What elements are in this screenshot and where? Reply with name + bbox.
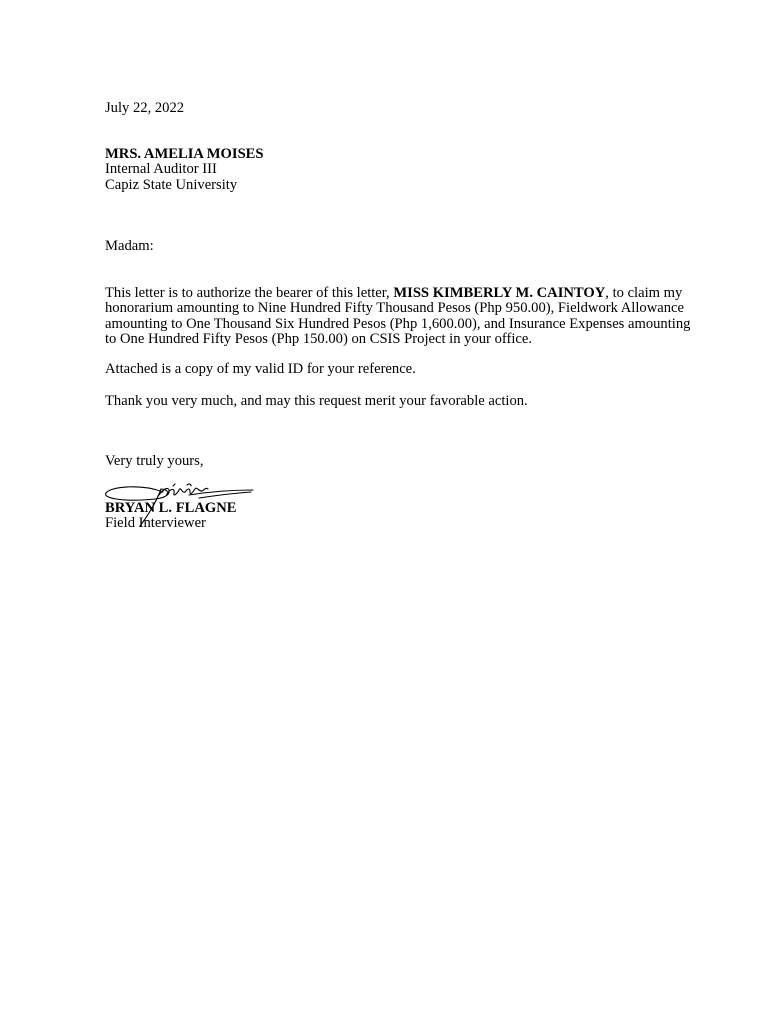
paragraph-1-tail-text: , to claim my — [605, 285, 683, 301]
paragraph-1-lead-text: This letter is to authorize the bearer of this letter, — [105, 285, 394, 301]
bearer-name: MISS KIMBERLY M. CAINTOY — [393, 285, 606, 301]
recipient-title: Internal Auditor III — [105, 161, 217, 178]
letter-date: July 22, 2022 — [105, 100, 185, 116]
signer-position: Field Interviewer — [105, 515, 206, 532]
body-paragraph-2: Attached is a copy of my valid ID for your reference. — [105, 361, 416, 377]
recipient-name: MRS. AMELIA MOISES — [105, 146, 264, 162]
paragraph-1-line-2: honorarium amounting to Nine Hundred Fifty Thousand Pesos (Php 950.00), Fieldwork Allowance — [105, 300, 684, 317]
paragraph-1-line-1 — [105, 286, 685, 301]
recipient-block — [105, 147, 685, 193]
paragraph-1-line-3: amounting to One Thousand Six Hundred Pesos (Php 1,600.00), and Insurance Expenses amounting — [105, 315, 691, 332]
body-paragraph-1 — [105, 285, 691, 347]
salutation: Madam: — [105, 238, 154, 254]
signer-block — [105, 501, 685, 532]
closing: Very truly yours, — [105, 453, 204, 469]
body-paragraph-3: Thank you very much, and may this request merit your favorable action. — [105, 393, 528, 409]
paragraph-1-line-4: to One Hundred Fifty Pesos (Php 150.00) on CSIS Project in your office. — [105, 330, 532, 347]
recipient-organization: Capiz State University — [105, 176, 238, 193]
signer-name: BRYAN L. FLAGNE — [105, 500, 237, 516]
